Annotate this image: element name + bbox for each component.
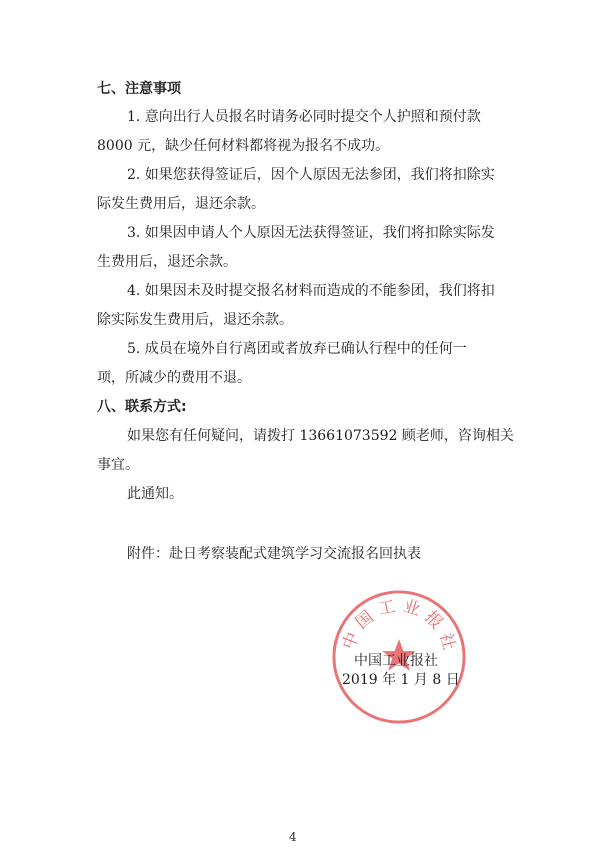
signature-date: 2019 年 1 月 8 日 (342, 672, 460, 688)
notice-item-2-line-2: 际发生费用后，退还余款。 (97, 196, 265, 212)
notice-item-3-line-1: 3. 如果因申请人个人原因无法获得签证，我们将扣除实际发 (127, 225, 495, 241)
notice-item-1-line-1: 1. 意向出行人员报名时请务必同时提交个人护照和预付款 (127, 109, 481, 125)
notice-item-5-line-1: 5. 成员在境外自行离团或者放弃已确认行程中的任何一 (127, 341, 467, 357)
notice-item-2-line-1: 2. 如果您获得签证后，因个人原因无法参团，我们将扣除实 (127, 167, 495, 183)
page-number: 4 (289, 830, 297, 844)
notice-item-4-line-2: 除实际发生费用后，退还余款。 (97, 312, 293, 328)
notice-closing: 此通知。 (127, 486, 183, 502)
notice-item-5-line-2: 项，所减少的费用不退。 (97, 370, 251, 386)
notice-item-1-line-2: 8000 元，缺少任何材料都将视为报名不成功。 (97, 138, 390, 154)
contact-line-2: 事宜。 (97, 457, 139, 473)
notice-item-3-line-2: 生费用后，退还余款。 (97, 254, 237, 270)
notice-item-4-line-1: 4. 如果因未及时提交报名材料而造成的不能参团，我们将扣 (127, 283, 495, 299)
attachment-line: 附件：赴日考察装配式建筑学习交流报名回执表 (127, 546, 421, 562)
section-7-title: 七、注意事项 (97, 81, 181, 97)
contact-line-1: 如果您有任何疑问，请拨打 13661073592 顾老师，咨询相关 (127, 428, 514, 444)
section-8-title: 八、联系方式: (97, 399, 187, 415)
signature-org: 中国工业报社 (354, 653, 438, 669)
seal-text: 中国工业报社 (337, 594, 462, 658)
